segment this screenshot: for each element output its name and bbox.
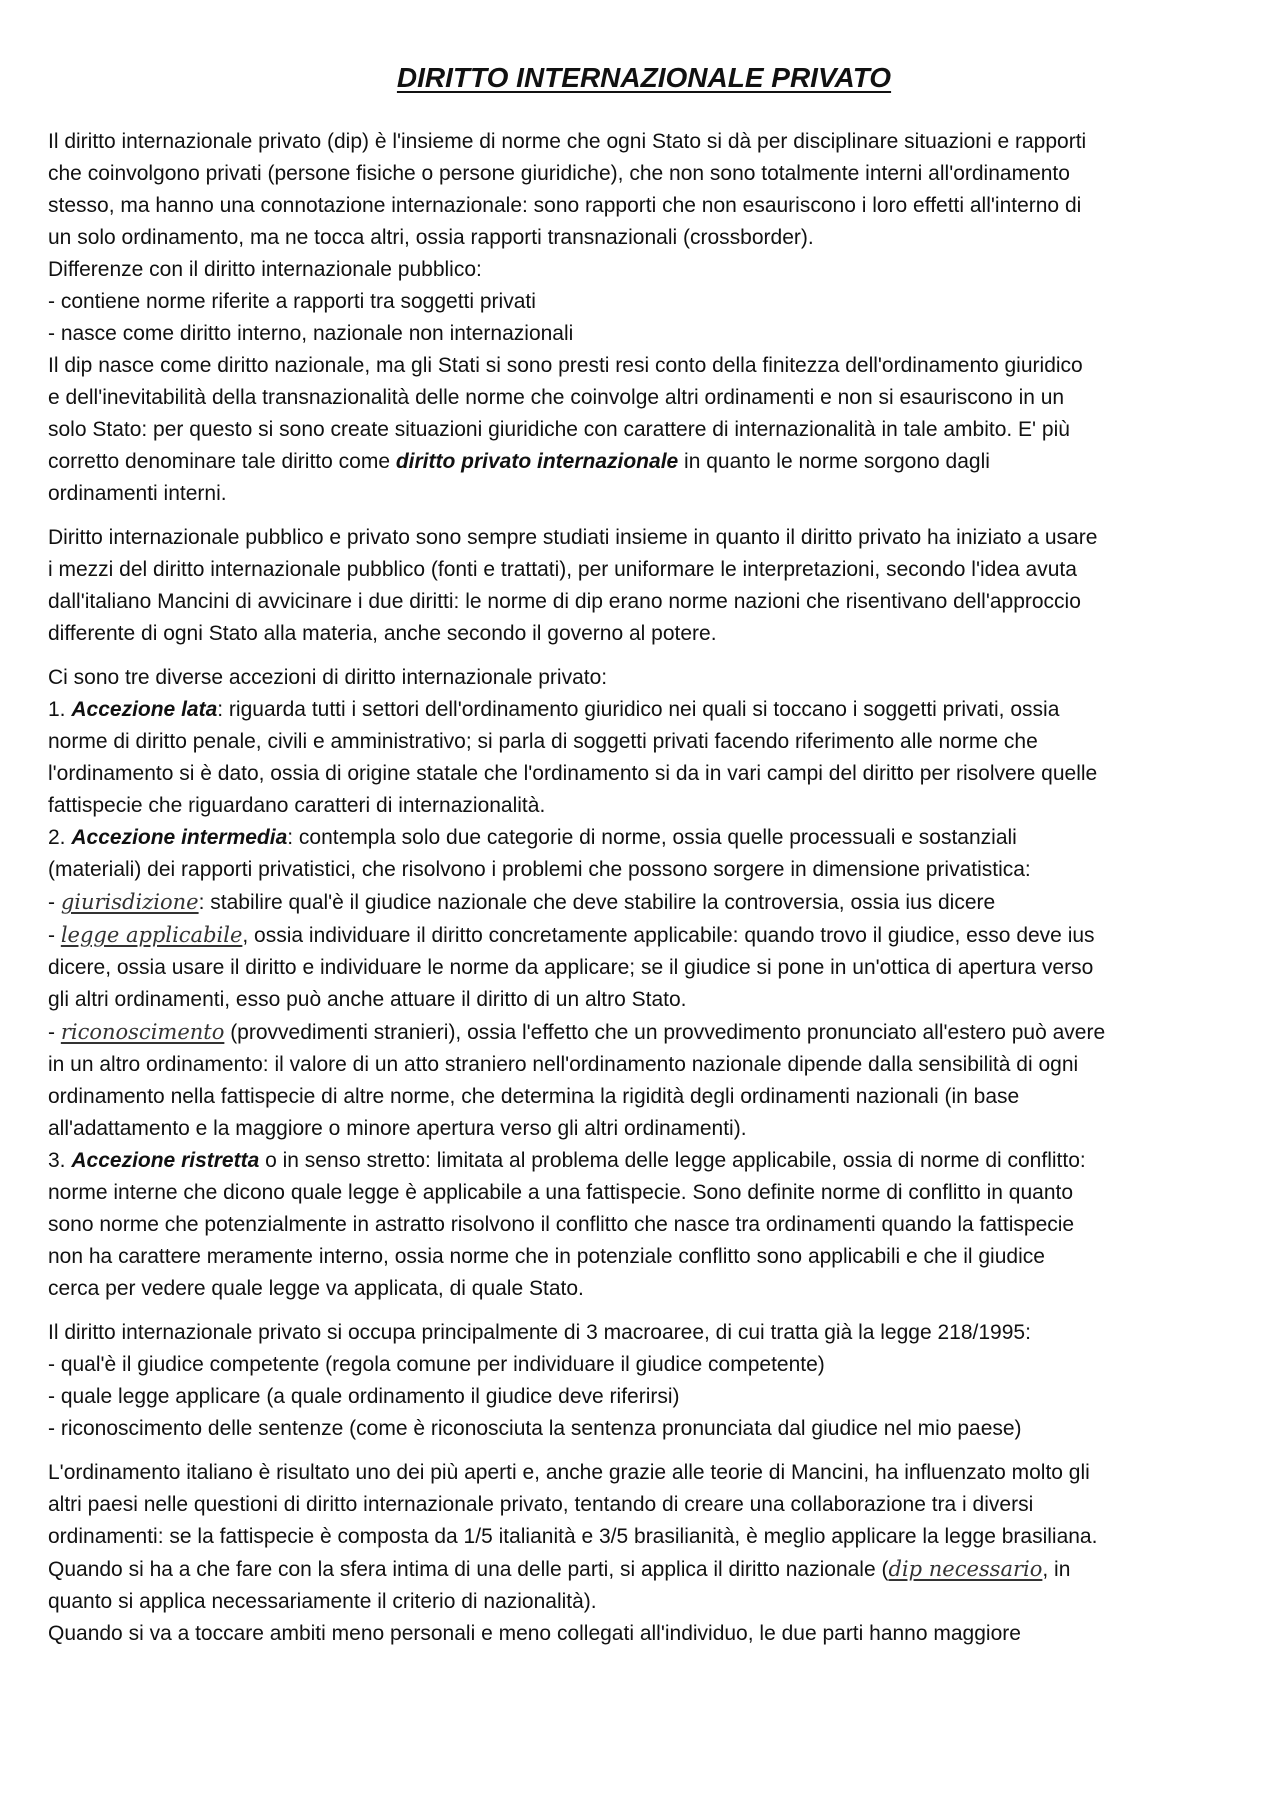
text-line: Il diritto internazionale privato (dip) è l'insieme di norme che ogni Stato si dà per disciplinare situazioni e rapporti bbox=[48, 130, 1087, 153]
text-line: un solo ordinamento, ma ne tocca altri, ossia rapporti transnazionali (crossborder). bbox=[48, 226, 814, 249]
text-segment: - bbox=[48, 924, 61, 947]
text-line: l'ordinamento si è dato, ossia di origine statale che l'ordinamento si da in vari campi del diritto per risolvere quelle bbox=[48, 762, 1098, 785]
list-item bbox=[48, 886, 1240, 919]
list-item: - qual'è il giudice competente (regola comune per individuare il giudice competente) bbox=[48, 1353, 825, 1376]
text-line: in un altro ordinamento: il valore di un atto straniero nell'ordinamento nazionale dipende dalla sensibilità di ogni bbox=[48, 1053, 1079, 1076]
underlined-term: legge applicabile bbox=[60, 923, 243, 947]
text-line: che coinvolgono privati (persone fisiche o persone giuridiche), che non sono totalmente interni all'ordinamento bbox=[48, 162, 1070, 185]
underlined-term: riconoscimento bbox=[60, 1020, 225, 1044]
text-segment: 3. bbox=[48, 1149, 72, 1172]
text-line: solo Stato: per questo si sono create situazioni giuridiche con carattere di internazionalità in tale ambito. E' più bbox=[48, 418, 1070, 441]
list-item bbox=[48, 1145, 1240, 1177]
text-line: fattispecie che riguardano caratteri di internazionalità. bbox=[48, 794, 546, 817]
underlined-term: giurisdizione bbox=[60, 890, 199, 914]
text-line: quanto si applica necessariamente il criterio di nazionalità). bbox=[48, 1590, 597, 1613]
list-item: - quale legge applicare (a quale ordinamento il giudice deve riferirsi) bbox=[48, 1385, 680, 1408]
text-segment: o in senso stretto: limitata al problema delle legge applicabile, ossia di norme di conflitto: bbox=[259, 1149, 1086, 1172]
text-line: non ha carattere meramente interno, ossia norme che in potenziale conflitto sono applicabili e che il giudice bbox=[48, 1245, 1045, 1268]
text-line: (materiali) dei rapporti privatistici, che risolvono i problemi che possono sorgere in dimensione privatistica: bbox=[48, 858, 1031, 881]
text-line: dicere, ossia usare il diritto e individuare le norme da applicare; se il giudice si pone in un'ottica di apertura verso bbox=[48, 956, 1094, 979]
document-page bbox=[48, 58, 1240, 1662]
paragraph-macroaree bbox=[48, 1317, 1240, 1445]
text-segment: : stabilire qual'è il giudice nazionale che deve stabilire la controversia, ossia ius dicere bbox=[198, 891, 996, 914]
text-line bbox=[48, 1553, 1240, 1586]
text-line: altri paesi nelle questioni di diritto internazionale privato, tentando di creare una collaborazione tra i diversi bbox=[48, 1493, 1034, 1516]
text-line: i mezzi del diritto internazionale pubblico (fonti e trattati), per uniformare le interpretazioni, secondo l'idea avuta bbox=[48, 558, 1077, 581]
paragraph-accezioni bbox=[48, 662, 1240, 1305]
text-segment: (provvedimenti stranieri), ossia l'effetto che un provvedimento pronunciato all'estero può avere bbox=[224, 1021, 1106, 1044]
document-title: DIRITTO INTERNAZIONALE PRIVATO bbox=[396, 62, 892, 93]
text-line: differente di ogni Stato alla materia, anche secondo il governo al potere. bbox=[48, 622, 717, 645]
text-segment: 2. bbox=[48, 826, 72, 849]
text-line: Il diritto internazionale privato si occupa principalmente di 3 macroaree, di cui tratta già la legge 218/1995: bbox=[48, 1321, 1031, 1344]
emphasis-term: Accezione intermedia bbox=[71, 826, 288, 849]
text-segment: , in bbox=[1042, 1558, 1071, 1581]
emphasis-term: Accezione lata bbox=[71, 698, 218, 721]
text-line: e dell'inevitabilità della transnazionalità delle norme che coinvolge altri ordinamenti e non si esauriscono in un bbox=[48, 386, 1065, 409]
text-line: Ci sono tre diverse accezioni di diritto internazionale privato: bbox=[48, 666, 608, 689]
text-line: ordinamenti interni. bbox=[48, 482, 227, 505]
text-line: sono norme che potenzialmente in astratto risolvono il conflitto che nasce tra ordinamenti quando la fattispecie bbox=[48, 1213, 1075, 1236]
text-line: stesso, ma hanno una connotazione internazionale: sono rapporti che non esauriscono i loro effetti all'interno di bbox=[48, 194, 1082, 217]
list-item bbox=[48, 919, 1240, 952]
list-item: - riconoscimento delle sentenze (come è riconosciuta la sentenza pronunciata dal giudice nel mio paese) bbox=[48, 1417, 1022, 1440]
paragraph-ordinamento-italiano bbox=[48, 1457, 1240, 1650]
paragraph-public-private bbox=[48, 522, 1240, 650]
list-item bbox=[48, 1016, 1240, 1049]
list-item: - nasce come diritto interno, nazionale non internazionali bbox=[48, 322, 574, 345]
underlined-term: dip necessario bbox=[888, 1557, 1043, 1581]
text-line: ordinamenti: se la fattispecie è composta da 1/5 italianità e 3/5 brasilianità, è meglio applicare la legge brasiliana. bbox=[48, 1525, 1098, 1548]
text-line bbox=[48, 446, 1240, 478]
text-segment: - bbox=[48, 891, 61, 914]
text-line: Diritto internazionale pubblico e privato sono sempre studiati insieme in quanto il diritto privato ha iniziato a usare bbox=[48, 526, 1098, 549]
list-item: - contiene norme riferite a rapporti tra soggetti privati bbox=[48, 290, 536, 313]
text-segment: in quanto le norme sorgono dagli bbox=[678, 450, 990, 473]
list-item bbox=[48, 822, 1240, 854]
text-line: Quando si va a toccare ambiti meno personali e meno collegati all'individuo, le due parti hanno maggiore bbox=[48, 1622, 1021, 1645]
text-line: Differenze con il diritto internazionale pubblico: bbox=[48, 258, 482, 281]
text-segment: Quando si ha a che fare con la sfera intima di una delle parti, si applica il diritto nazionale ( bbox=[48, 1558, 889, 1581]
emphasis-term: diritto privato internazionale bbox=[395, 450, 679, 473]
text-segment: corretto denominare tale diritto come bbox=[48, 450, 396, 473]
text-line: all'adattamento e la maggiore o minore apertura verso gli altri ordinamenti). bbox=[48, 1117, 747, 1140]
text-line: norme di diritto penale, civili e amministrativo; si parla di soggetti privati facendo riferimento alle norme che bbox=[48, 730, 1038, 753]
text-segment: , ossia individuare il diritto concretamente applicabile: quando trovo il giudice, esso deve ius bbox=[242, 924, 1095, 947]
text-segment: : contempla solo due categorie di norme, ossia quelle processuali e sostanziali bbox=[287, 826, 1017, 849]
text-line: Il dip nasce come diritto nazionale, ma gli Stati si sono presti resi conto della finitezza dell'ordinamento giuridico bbox=[48, 354, 1083, 377]
text-line: dall'italiano Mancini di avvicinare i due diritti: le norme di dip erano norme nazioni che risentivano dell'approccio bbox=[48, 590, 1081, 613]
text-segment: - bbox=[48, 1021, 61, 1044]
paragraph-definition bbox=[48, 126, 1240, 510]
text-line: cerca per vedere quale legge va applicata, di quale Stato. bbox=[48, 1277, 584, 1300]
text-line: ordinamento nella fattispecie di altre norme, che determina la rigidità degli ordinamenti nazionali (in base bbox=[48, 1085, 1020, 1108]
text-segment: : riguarda tutti i settori dell'ordinamento giuridico nei quali si toccano i soggetti privati, ossia bbox=[217, 698, 1060, 721]
list-item bbox=[48, 694, 1240, 726]
text-line: L'ordinamento italiano è risultato uno dei più aperti e, anche grazie alle teorie di Mancini, ha influenzato molto gli bbox=[48, 1461, 1090, 1484]
text-line: gli altri ordinamenti, esso può anche attuare il diritto di un altro Stato. bbox=[48, 988, 687, 1011]
text-segment: 1. bbox=[48, 698, 72, 721]
text-line: norme interne che dicono quale legge è applicabile a una fattispecie. Sono definite norme di conflitto in quanto bbox=[48, 1181, 1074, 1204]
emphasis-term: Accezione ristretta bbox=[71, 1149, 260, 1172]
